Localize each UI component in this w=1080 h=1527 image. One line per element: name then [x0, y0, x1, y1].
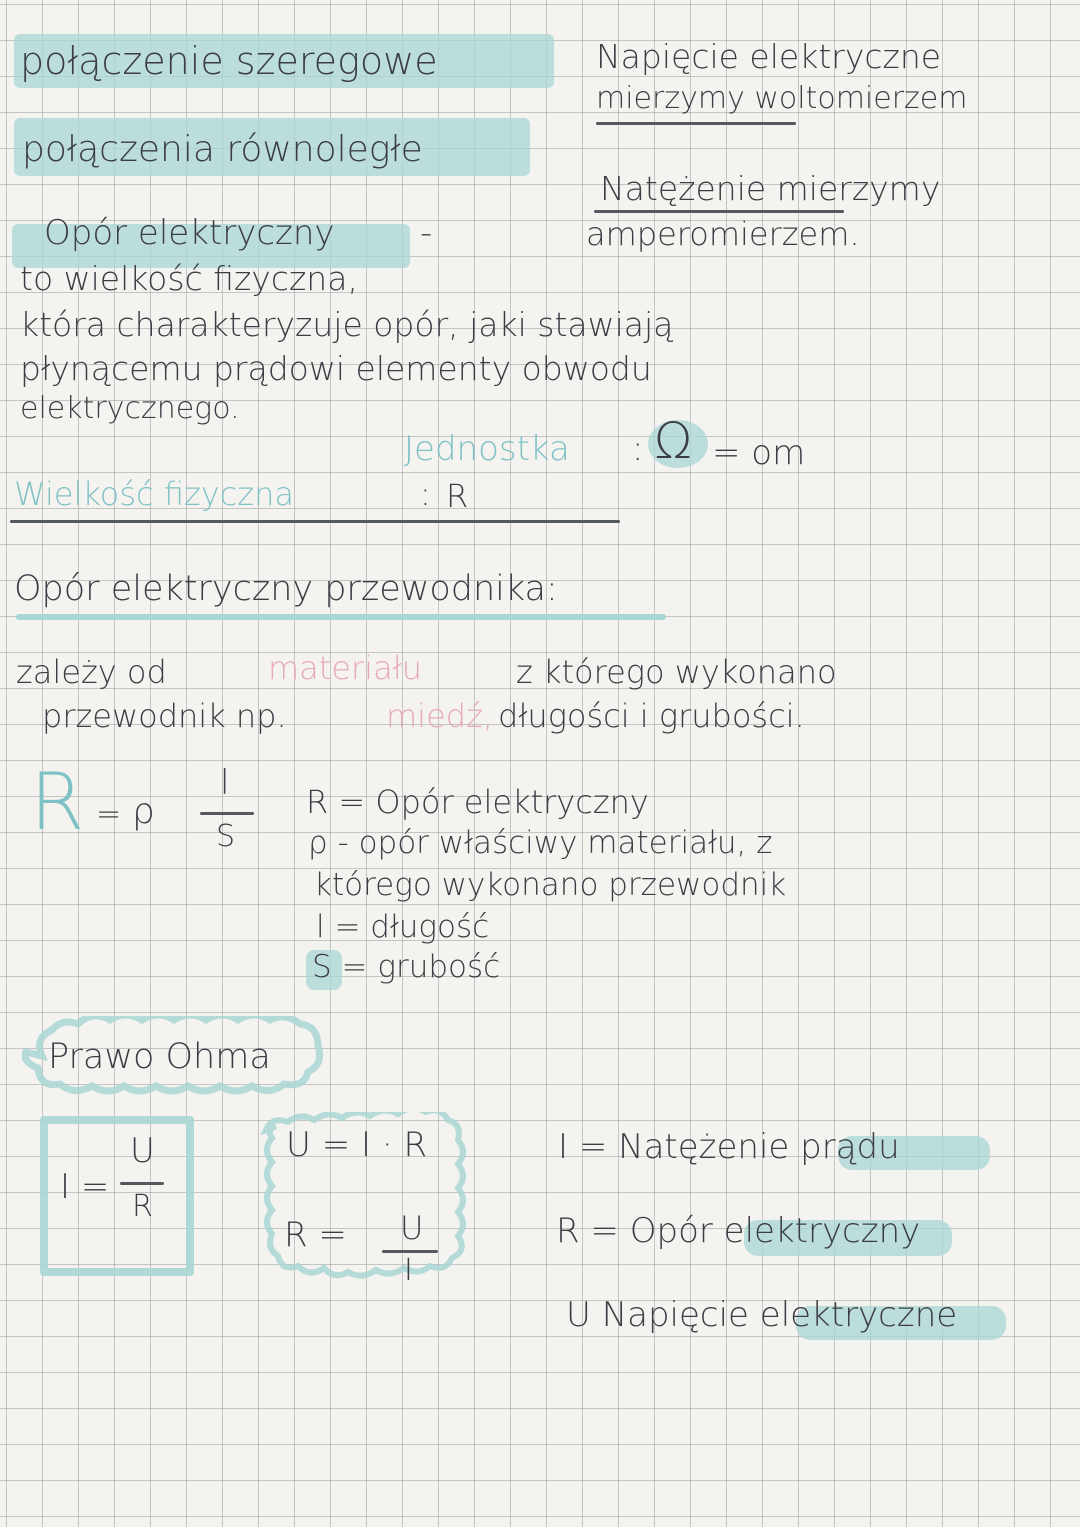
def-rho-line1: ρ - opór właściwy materiału, z: [308, 825, 773, 861]
definition-line4: elektrycznego.: [20, 391, 240, 426]
ohm-main-fraction-bar: [120, 1182, 164, 1185]
current-note-line1: Natężenie mierzymy: [600, 169, 941, 208]
quantity-label: Wielkość fizyczna: [14, 475, 294, 513]
definition-term: Opór elektryczny: [44, 213, 335, 253]
ohm-alt2-numerator: U: [400, 1209, 424, 1247]
formula-denominator: S: [216, 819, 236, 854]
ohm-main-denominator: R: [132, 1189, 153, 1224]
ohm-def-U: U Napięcie elektryczne: [566, 1295, 958, 1335]
unit-label: Jednostka: [404, 429, 570, 469]
formula-fraction-bar: [200, 812, 254, 815]
formula-R: R: [30, 758, 85, 848]
definition-dash: -: [420, 213, 433, 253]
definition-line3: płynącemu prądowi elementy obwodu: [20, 349, 652, 388]
ohm-def-I: I = Natężenie prądu: [558, 1127, 900, 1167]
current-note-line2: amperomierzem.: [586, 215, 860, 253]
unit-symbol: Ω: [654, 412, 693, 470]
def-l: l = długość: [316, 909, 490, 945]
ohm-alt2-denominator: I: [404, 1253, 413, 1288]
definition-line1: to wielkość fizyczna,: [20, 259, 358, 298]
divider-line: [10, 520, 620, 523]
voltage-note-line1: Napięcie elektryczne: [596, 37, 942, 76]
series-connection-label: połączenie szeregowe: [20, 39, 438, 83]
ohm-law-title: Prawo Ohma: [48, 1037, 271, 1077]
current-underline: [594, 210, 844, 213]
conductor-line2-b: długości i grubości.: [498, 697, 805, 735]
conductor-line1-a: zależy od: [16, 653, 167, 691]
conductor-material: materiału: [268, 649, 423, 687]
formula-numerator: l: [220, 763, 230, 803]
ohm-alt-formula-1: U = I · R: [286, 1125, 428, 1165]
conductor-heading: Opór elektryczny przewodnika:: [14, 569, 558, 609]
unit-colon: :: [632, 429, 644, 469]
ohm-main-lhs: I =: [60, 1167, 110, 1207]
quantity-symbol: R: [446, 477, 469, 515]
def-rho-line2: którego wykonano przewodnik: [314, 867, 787, 903]
ohm-alt2-lhs: R =: [284, 1215, 347, 1255]
parallel-connection-label: połączenia równoległe: [22, 129, 423, 170]
conductor-heading-underline: [16, 614, 666, 620]
formula-equals: =: [96, 797, 122, 832]
definition-line2: która charakteryzuje opór, jaki stawiają: [20, 305, 674, 344]
conductor-line2-a: przewodnik np.: [42, 697, 287, 735]
def-R: R = Opór elektryczny: [306, 783, 649, 821]
conductor-copper: miedź,: [386, 697, 494, 735]
quantity-colon: :: [420, 475, 431, 513]
voltage-underline: [596, 122, 796, 125]
ohm-main-numerator: U: [130, 1131, 155, 1171]
voltage-note-line2: mierzymy woltomierzem: [596, 81, 968, 116]
def-S: S = grubość: [312, 949, 501, 985]
ohm-def-R: R = Opór elektryczny: [556, 1211, 921, 1251]
formula-rho: ρ: [132, 791, 155, 832]
conductor-line1-b: z którego wykonano: [516, 653, 837, 691]
unit-equals-om: = om: [712, 433, 806, 473]
